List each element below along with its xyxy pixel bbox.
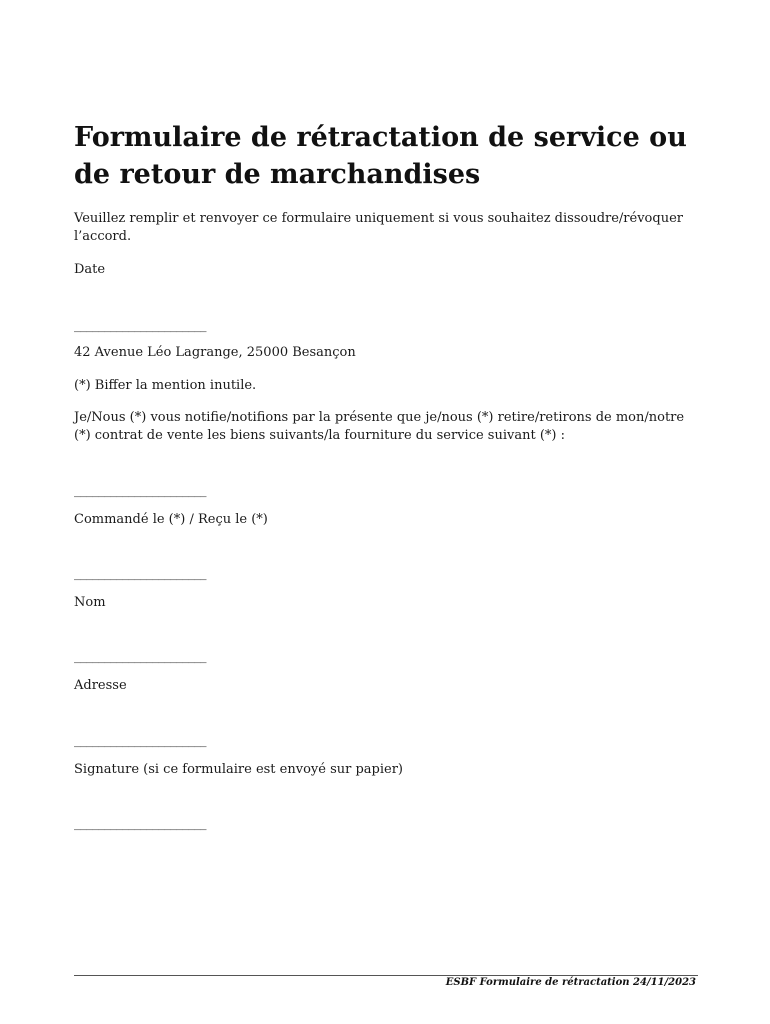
name-fill-line: ______________________ — [74, 649, 206, 664]
intro-text: Veuillez remplir et renvoyer ce formulaire uniquement si vous souhaitez dissoudre/révoquer l’accord. — [74, 211, 683, 244]
address-fill-line: ______________________ — [74, 733, 206, 748]
strike-note: (*) Biffer la mention inutile. — [74, 378, 257, 393]
ordered-fill-line: ______________________ — [74, 566, 206, 581]
merchant-address: 42 Avenue Léo Lagrange, 25000 Besançon — [74, 345, 356, 360]
document-title: Formulaire de rétractation de service ou de retour de marchandises — [74, 122, 687, 190]
date-fill-line: ______________________ — [74, 318, 206, 333]
document-page — [74, 0, 698, 1024]
ordered-received-label: Commandé le (*) / Reçu le (*) — [74, 512, 268, 527]
date-label: Date — [74, 262, 106, 277]
footer-text: ESBF Formulaire de rétractation 24/11/2023 — [445, 977, 696, 988]
signature-label: Signature (si ce formulaire est envoyé sur papier) — [74, 762, 403, 777]
withdrawal-notice: Je/Nous (*) vous notifie/notifions par la présente que je/nous (*) retire/retirons de mon/notre (*) contrat de vente les biens suivants/la fourniture du service suivant (*) : — [74, 410, 685, 443]
signature-fill-line: ______________________ — [74, 816, 206, 831]
name-label: Nom — [74, 595, 106, 610]
address-label: Adresse — [74, 678, 127, 693]
goods-fill-line: ______________________ — [74, 483, 206, 498]
